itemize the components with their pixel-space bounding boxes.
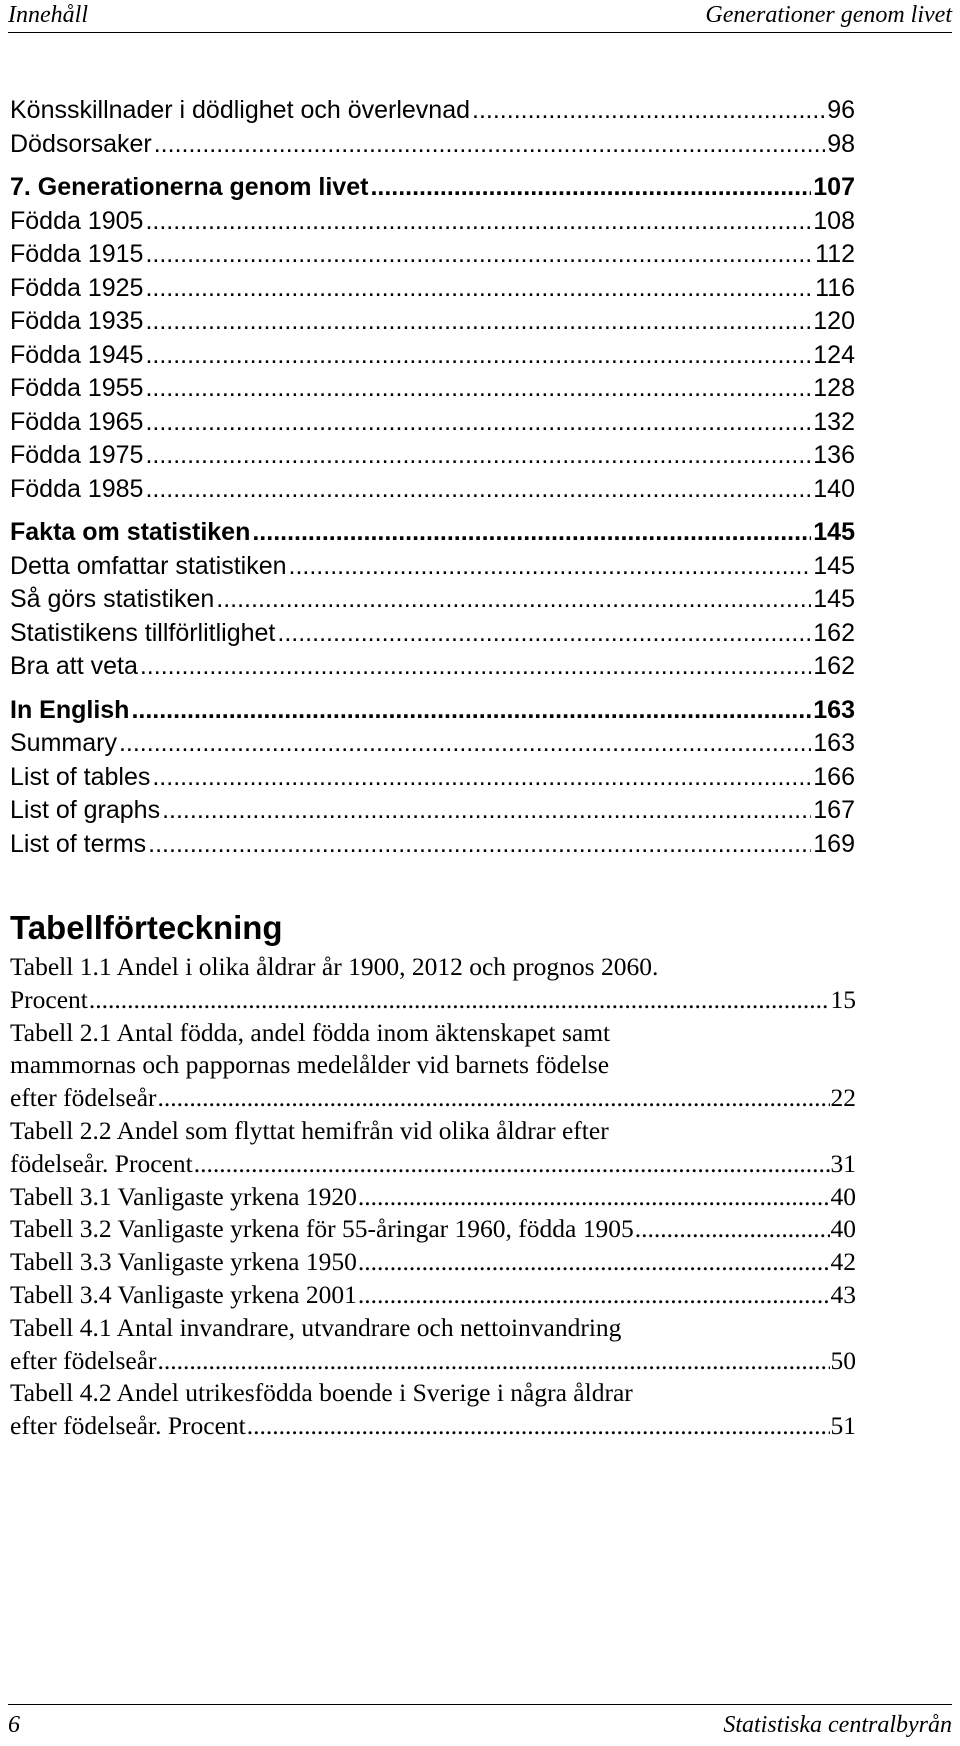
toc-entry-page: 136 (813, 441, 855, 469)
table-entry-line: mammornas och pappornas medelålder vid barnets födelse (10, 1050, 610, 1080)
table-entry-text: efter födelseår. Procent (10, 1411, 246, 1441)
table-entry-page: 43 (830, 1279, 856, 1309)
table-entry-last-line (10, 1410, 856, 1443)
dot-leader (289, 550, 812, 584)
dot-leader (145, 272, 813, 306)
toc-entry[interactable] (10, 372, 855, 406)
table-list-entry[interactable] (10, 1213, 856, 1246)
table-entry-page: 40 (830, 1214, 856, 1244)
header-section-title: Innehåll (8, 2, 88, 28)
dot-leader (216, 583, 811, 617)
toc-entry[interactable] (10, 473, 855, 507)
toc-entry-page: 120 (813, 307, 855, 335)
table-entry-text: Tabell 3.2 Vanligaste yrkena för 55-åringar 1960, födda 1905 (10, 1214, 634, 1244)
table-entry-last-line (10, 1082, 856, 1115)
table-list-entry[interactable] (10, 1377, 856, 1443)
table-entry-text: födelseår. Procent (10, 1148, 193, 1178)
toc-entry[interactable] (10, 238, 855, 272)
toc-entry-page: 107 (813, 173, 855, 201)
toc-entry-title: List of graphs (10, 796, 161, 824)
toc-entry[interactable] (10, 305, 855, 339)
dot-leader (145, 238, 813, 272)
table-entry-text: efter födelseår (10, 1345, 157, 1375)
toc-entry-title: Födda 1985 (10, 474, 144, 503)
table-entry-page: 51 (830, 1411, 856, 1441)
dot-leader (140, 650, 811, 684)
dot-leader (145, 439, 811, 473)
dot-leader (152, 761, 811, 795)
page-number: 6 (8, 1712, 20, 1738)
toc-entry[interactable] (10, 439, 855, 473)
toc-entry-title: List of terms (10, 829, 147, 858)
dot-leader (358, 1279, 830, 1312)
header-book-title: Generationer genom livet (705, 2, 952, 28)
table-entry-line: Tabell 1.1 Andel i olika åldrar år 1900, 2012 och prognos 2060. (10, 952, 659, 981)
dot-leader (89, 984, 830, 1017)
toc-entry-page: 162 (813, 652, 855, 680)
table-list-entry[interactable] (10, 1181, 856, 1214)
toc-entry-title: 7. Generationerna genom livet (10, 173, 369, 201)
dot-leader (145, 473, 811, 507)
table-entry-last-line (10, 1279, 856, 1312)
toc-entry-page: 124 (813, 340, 855, 369)
toc-entry-title: Detta omfattar statistiken (10, 551, 287, 580)
dot-leader (635, 1213, 830, 1246)
table-entry-last-line (10, 984, 856, 1017)
toc-entry-page: 167 (813, 796, 855, 824)
toc-entry-title: Dödsorsaker (10, 129, 152, 158)
table-entry-text: Tabell 3.1 Vanligaste yrkena 1920 (10, 1181, 357, 1211)
toc-entry-title: List of tables (10, 762, 151, 791)
list-of-tables (10, 951, 856, 1443)
toc-entry[interactable] (10, 94, 855, 128)
table-entry-page: 40 (830, 1181, 856, 1211)
toc-entry-title: Födda 1975 (10, 441, 144, 469)
dot-leader (154, 128, 825, 162)
dot-leader (145, 339, 811, 373)
toc-entry[interactable] (10, 272, 855, 306)
tables-heading: Tabellförteckning (10, 909, 283, 946)
dot-leader (145, 372, 811, 406)
toc-entry[interactable] (10, 761, 855, 795)
toc-entry[interactable] (10, 205, 855, 239)
table-entry-line: Tabell 4.2 Andel utrikesfödda boende i Sverige i några åldrar (10, 1378, 633, 1408)
dot-leader (158, 1345, 830, 1378)
toc-entry-page: 145 (813, 551, 855, 580)
dot-leader (247, 1410, 830, 1443)
dot-leader (145, 305, 811, 339)
toc-entry-title: Födda 1905 (10, 206, 144, 235)
dot-leader (119, 727, 811, 761)
table-entry-last-line (10, 1213, 856, 1246)
dot-leader (145, 406, 811, 440)
toc-entry-page: 169 (813, 829, 855, 858)
toc-entry-title: Födda 1925 (10, 273, 144, 302)
toc-entry[interactable] (10, 128, 855, 162)
table-entry-text: efter födelseår (10, 1083, 157, 1113)
table-list-entry[interactable] (10, 1246, 856, 1279)
toc-entry-title: Statistikens tillförlitlighet (10, 618, 276, 647)
toc-entry[interactable] (10, 171, 855, 205)
toc-entry[interactable] (10, 727, 855, 761)
table-entry-line: Tabell 4.1 Antal invandrare, utvandrare och nettoinvandring (10, 1312, 622, 1342)
toc-entry-page: 145 (813, 518, 855, 546)
toc-entry[interactable] (10, 516, 855, 550)
dot-leader (358, 1181, 830, 1214)
dot-leader (472, 94, 825, 128)
table-list-entry[interactable] (10, 1115, 856, 1181)
table-entry-page: 31 (830, 1148, 856, 1178)
toc-entry[interactable] (10, 650, 855, 684)
toc-entry-page: 140 (813, 474, 855, 503)
toc-entry[interactable] (10, 583, 855, 617)
dot-leader (277, 617, 811, 651)
toc-entry[interactable] (10, 406, 855, 440)
toc-entry-title: Könsskillnader i dödlighet och överlevnad (10, 96, 471, 124)
table-list-entry[interactable] (10, 951, 856, 1017)
toc-entry-title: Födda 1935 (10, 307, 144, 335)
dot-leader (158, 1082, 830, 1115)
table-entry-text: Procent (10, 984, 88, 1014)
table-entry-page: 22 (830, 1083, 856, 1113)
toc-entry-page: 166 (813, 762, 855, 791)
dot-leader (145, 205, 811, 239)
toc-entry[interactable] (10, 828, 855, 862)
toc-entry-page: 108 (813, 206, 855, 235)
toc-entry[interactable] (10, 339, 855, 373)
publisher-name: Statistiska centralbyrån (723, 1712, 952, 1738)
table-entry-last-line (10, 1345, 856, 1378)
dot-leader (194, 1148, 830, 1181)
toc-entry-title: Så görs statistiken (10, 585, 215, 613)
table-entry-page: 50 (830, 1345, 856, 1375)
toc-entry-page: 96 (827, 96, 855, 124)
table-list-entry[interactable] (10, 1017, 856, 1115)
table-entry-line: Tabell 2.2 Andel som flyttat hemifrån vid olika åldrar efter (10, 1115, 609, 1145)
toc-entry[interactable] (10, 794, 855, 828)
table-entry-page: 42 (830, 1247, 856, 1277)
toc-entry-page: 162 (813, 618, 855, 647)
table-entry-last-line (10, 1148, 856, 1181)
dot-leader (252, 516, 811, 550)
table-entry-text: Tabell 3.3 Vanligaste yrkena 1950 (10, 1247, 357, 1277)
dot-leader (370, 171, 811, 205)
toc-entry-page: 116 (815, 273, 855, 302)
toc-entry-title: Födda 1955 (10, 374, 144, 402)
toc-entry-page: 163 (813, 695, 855, 724)
dot-leader (131, 694, 811, 728)
toc-entry-title: Bra att veta (10, 652, 138, 680)
toc-entry-page: 98 (827, 129, 855, 158)
toc-entry-title: In English (10, 695, 130, 724)
table-of-contents (10, 94, 855, 861)
table-entry-last-line (10, 1246, 856, 1279)
table-list-entry[interactable] (10, 1312, 856, 1378)
table-list-entry[interactable] (10, 1279, 856, 1312)
toc-entry-title: Födda 1945 (10, 340, 144, 369)
dot-leader (162, 794, 811, 828)
dot-leader (358, 1246, 830, 1279)
toc-entry-page: 112 (815, 240, 855, 268)
toc-entry-page: 145 (813, 585, 855, 613)
toc-entry-page: 132 (813, 407, 855, 436)
toc-entry-title: Födda 1965 (10, 407, 144, 436)
table-entry-line: Tabell 2.1 Antal födda, andel födda inom äktenskapet samt (10, 1017, 611, 1047)
toc-entry-page: 163 (813, 729, 855, 757)
toc-entry-title: Fakta om statistiken (10, 518, 251, 546)
toc-entry[interactable] (10, 550, 855, 584)
table-entry-text: Tabell 3.4 Vanligaste yrkena 2001 (10, 1279, 357, 1309)
dot-leader (148, 828, 811, 862)
running-header (8, 0, 952, 33)
toc-entry-title: Summary (10, 729, 117, 757)
toc-entry-title: Födda 1915 (10, 240, 144, 268)
running-footer (8, 1704, 952, 1741)
toc-entry-page: 128 (813, 374, 855, 402)
table-entry-last-line (10, 1181, 856, 1214)
toc-entry[interactable] (10, 694, 855, 728)
toc-entry[interactable] (10, 617, 855, 651)
table-entry-page: 15 (830, 984, 856, 1014)
